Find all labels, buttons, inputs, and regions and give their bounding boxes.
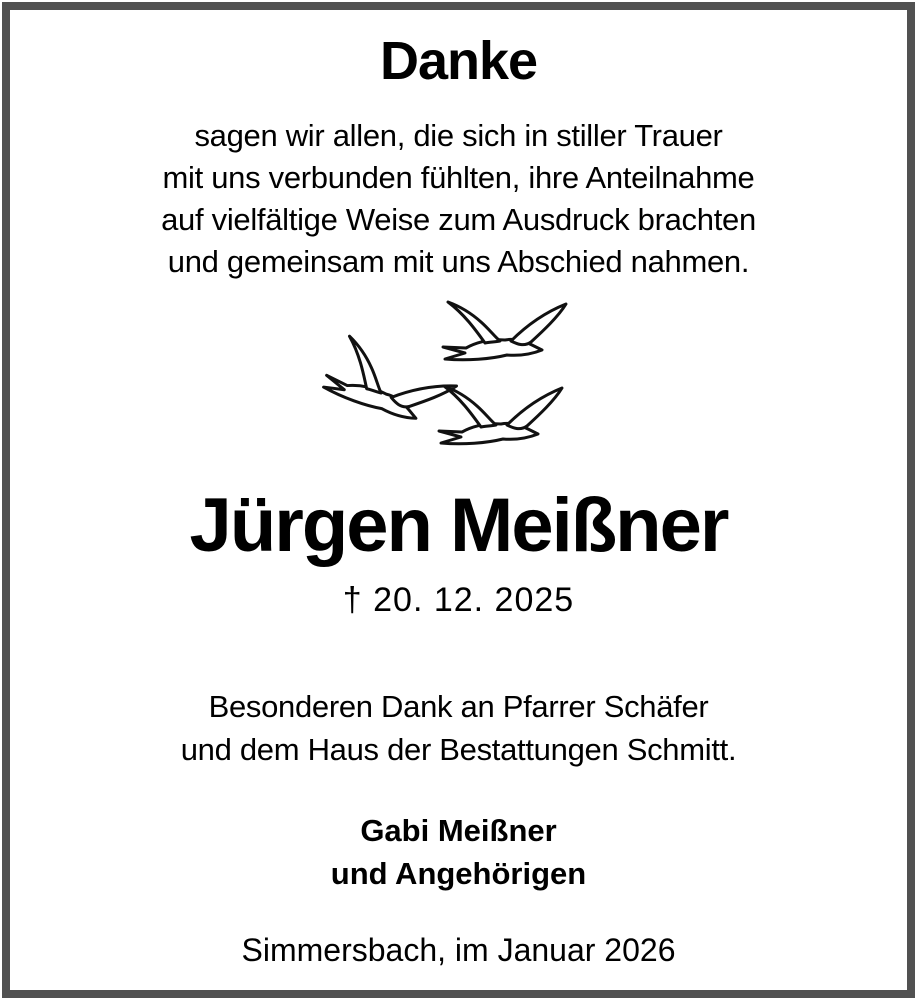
intro-line: sagen wir allen, die sich in stiller Trauer	[194, 118, 723, 154]
thanks-paragraph	[10, 685, 907, 771]
thanks-line: Besonderen Dank an Pfarrer Schäfer	[208, 689, 709, 725]
intro-line: und gemeinsam mit uns Abschied nahmen.	[167, 244, 750, 280]
intro-line: auf vielfältige Weise zum Ausdruck brachten	[161, 202, 756, 238]
notice-title: Danke	[379, 31, 538, 91]
flying-bird-icon	[443, 302, 566, 360]
signature-line: und Angehörigen	[330, 856, 587, 892]
death-date: † 20. 12. 2025	[342, 581, 575, 620]
flying-bird-icon	[321, 335, 457, 438]
flying-birds-illustration	[319, 295, 599, 470]
intro-line: mit uns verbunden fühlten, ihre Anteilnahme	[162, 160, 755, 196]
signature-block	[10, 809, 907, 895]
thanks-line: und dem Haus der Bestattungen Schmitt.	[180, 732, 737, 768]
signature-line: Gabi Meißner	[360, 813, 557, 849]
deceased-name: Jürgen Meißner	[189, 483, 728, 569]
flying-bird-icon	[439, 386, 562, 444]
intro-paragraph	[10, 115, 907, 283]
notice-card	[2, 2, 915, 998]
place-and-date: Simmersbach, im Januar 2026	[241, 932, 676, 969]
